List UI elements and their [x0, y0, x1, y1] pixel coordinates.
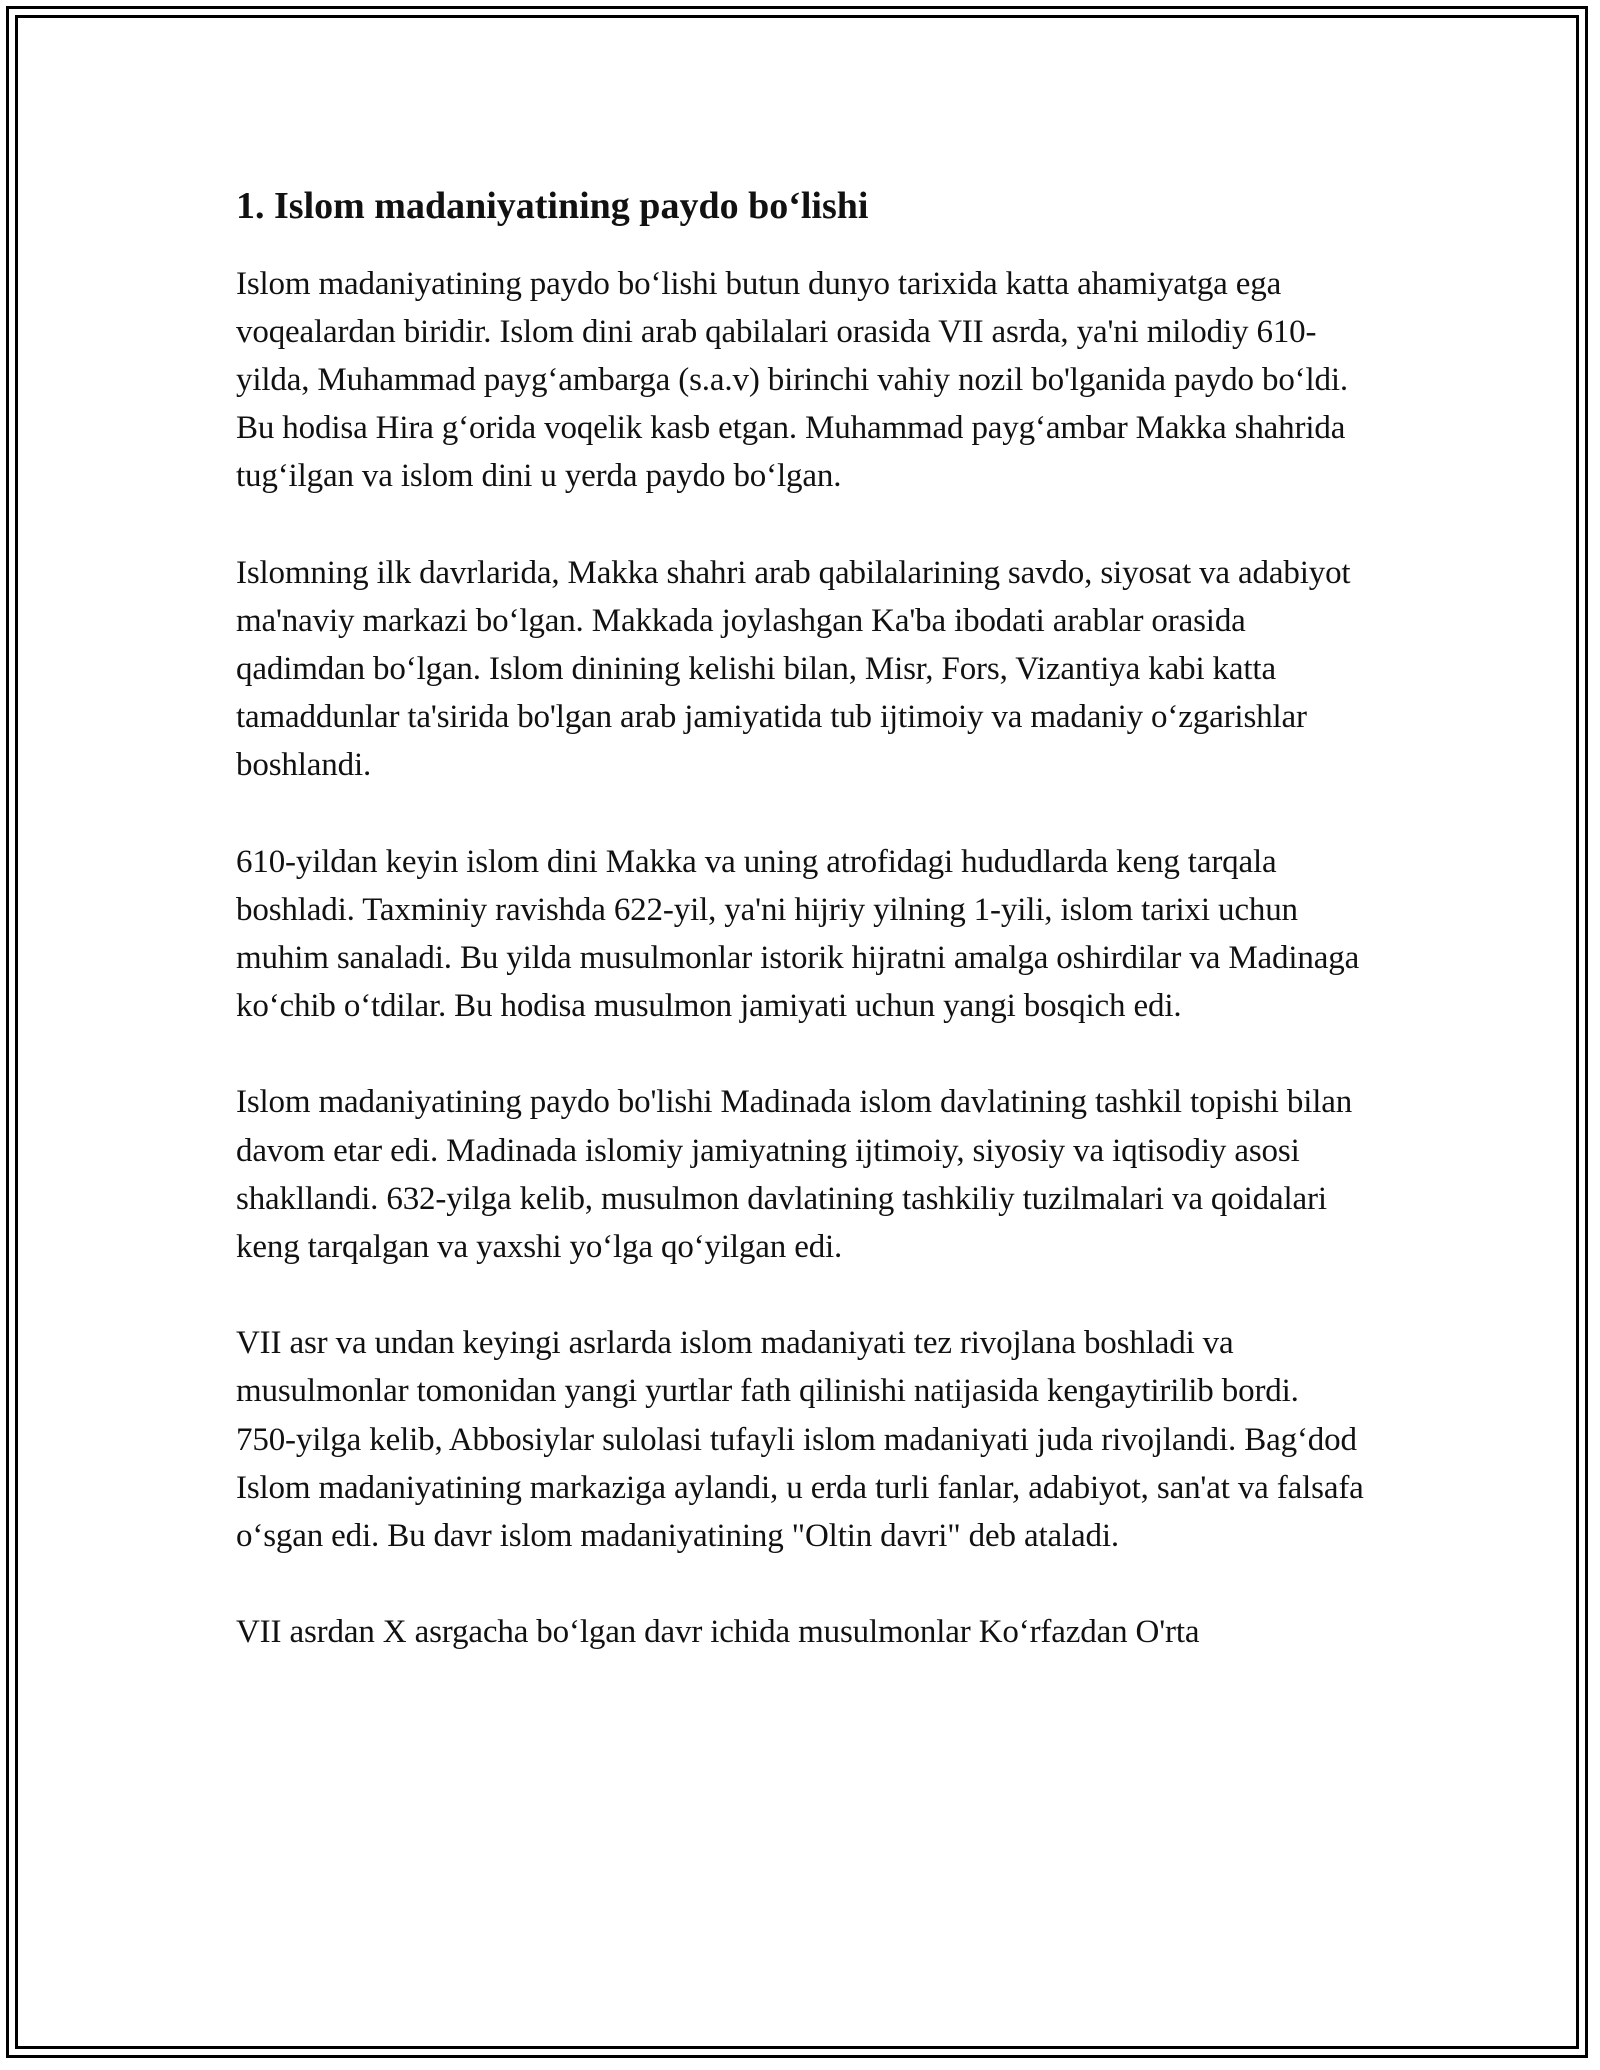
paragraph-6: VII asrdan X asrgacha bo‘lgan davr ichida musulmonlar Ko‘rfazdan O'rta [236, 1614, 1200, 1651]
section-title: 1. Islom madaniyatining paydo bo‘lishi [236, 185, 869, 227]
paragraph-3: 610-yildan keyin islom dini Makka va uning atrofidagi hududlarda keng tarqala boshladi. Taxminiy ravishda 622-yil, ya'ni hijriy yilning 1-yili, islom tarixi uchun muhim sanaladi. Bu yilda musulmonlar istorik hijratni amalga oshirdilar va Madinaga ko‘chib o‘tdilar. Bu hodisa musulmon jamiyati uchun yangi bosqich edi. [236, 843, 1360, 1025]
paragraph-4: Islom madaniyatining paydo bo'lishi Madinada islom davlatining tashkil topishi bilan davom etar edi. Madinada islomiy jamiyatning ijtimoiy, siyosiy va iqtisodiy asosi shakllandi. 632-yilga kelib, musulmon davlatining tashkiliy tuzilmalari va qoidalari keng tarqalgan va yaxshi yo‘lga qo‘yilgan edi. [236, 1084, 1353, 1266]
document-body [236, 184, 1366, 1704]
paragraph-2: Islomning ilk davrlarida, Makka shahri arab qabilalarining savdo, siyosat va adabiyot ma'naviy markazi bo‘lgan. Makkada joylashgan Ka'ba ibodati arablar orasida qadimdan bo‘lgan. Islom dinining kelishi bilan, Misr, Fors, Vizantiya kabi katta tamaddunlar ta'sirida bo'lgan arab jamiyatida tub ijtimoiy va madaniy o‘zgarishlar boshlandi. [236, 554, 1351, 784]
paragraph-1: Islom madaniyatining paydo bo‘lishi butun dunyo tarixida katta ahamiyatga ega voqealardan biridir. Islom dini arab qabilalari orasida VII asrda, ya'ni milodiy 610-yilda, Muhammad payg‘ambarga (s.a.v) birinchi vahiy nozil bo'lganida paydo bo‘ldi. Bu hodisa Hira g‘orida voqelik kasb etgan. Muhammad payg‘ambar Makka shahrida tug‘ilgan va islom dini u yerda paydo bo‘lgan. [236, 265, 1349, 495]
paragraph-5: VII asr va undan keyingi asrlarda islom madaniyati tez rivojlana boshladi va musulmonlar tomonidan yangi yurtlar fath qilinishi natijasida kengaytirilib bordi. 750-yilga kelib, Abbosiylar sulolasi tufayli islom madaniyati juda rivojlandi. Bag‘dod Islom madaniyatining markaziga aylandi, u erda turli fanlar, adabiyot, san'at va falsafa o‘sgan edi. Bu davr islom madaniyatining "Oltin davri" deb ataladi. [236, 1325, 1364, 1555]
